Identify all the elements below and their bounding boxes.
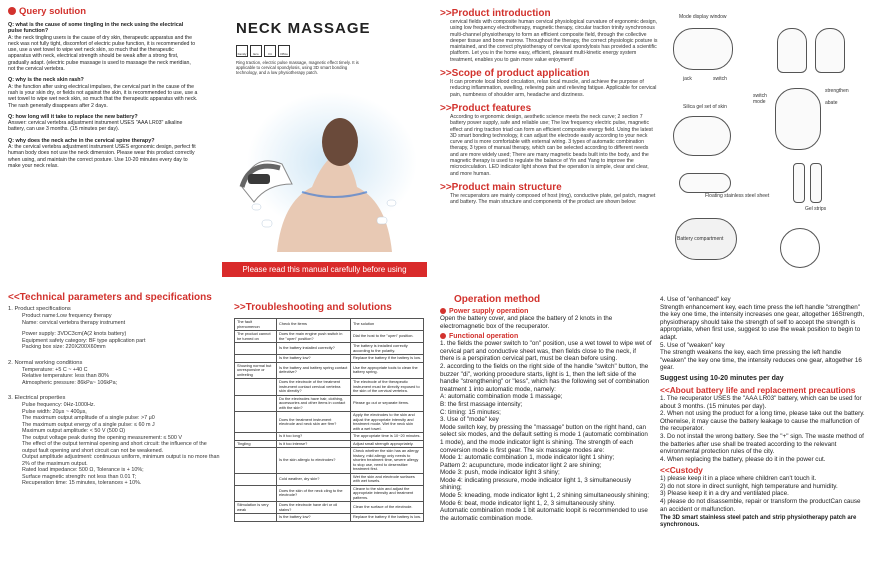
silica-gel-drawing xyxy=(673,116,731,156)
trouble-cell: Please go out or separate items. xyxy=(351,395,424,412)
trouble-cell: Adjust small strength appropriately. xyxy=(351,440,424,448)
tech-param: The maximum output energy of a single pulse: ≤ 60 m J xyxy=(22,421,155,428)
tech-param: The output voltage peak during the opening measurement: ≤ 500 V xyxy=(22,434,182,441)
tech-s3-list xyxy=(8,402,220,487)
cable-drawing xyxy=(780,228,820,268)
cover-description: Ring traction, electric pulse massage, magnetic effect timely. It is applicable to cervical spondylosis, using 3D smart bonding technology, and a low physiotherapy patch. xyxy=(236,60,359,75)
trouble-cell: Is the battery installed correctly? xyxy=(277,343,351,355)
tech-param: Rated load impedance: 500 Ω, Tolerance is + 10%; xyxy=(22,467,144,473)
trouble-cell: Does the electrode have dirt or oil stains? xyxy=(277,502,351,514)
red-dot-icon xyxy=(8,7,16,15)
operation-step: Mode 6: beat, mode indicator light 1, 2, 3 simultaneously shiny. xyxy=(440,499,616,507)
trouble-header-cell: The solution xyxy=(351,319,424,331)
trouble-cell: Replace the battery if the battery is low. xyxy=(351,514,424,522)
query-question: Q: why is the neck skin rash? xyxy=(8,77,84,84)
label-switch: switch xyxy=(713,76,727,82)
tech-param: The effect of the output terminal opening and short circuit: the influence of the output fault opening and short circuit can not be weakened. xyxy=(22,441,207,454)
tech-s1-title: 1. Product specifications xyxy=(8,306,71,312)
tech-param: Atmospheric pressure: 86kPa~ 106kPa; xyxy=(22,379,118,386)
tech-param: Packing box size: 220X200X60mm xyxy=(22,344,106,350)
trouble-cell: Clean the surface of the electrode. xyxy=(351,502,424,514)
query-question: Q: why does the neck ache in the cervical spine therapy? xyxy=(8,137,155,144)
query-panel xyxy=(8,6,198,286)
trouble-cell: Wet the skin and electrode surfaces with wet towels. xyxy=(351,473,424,485)
tech-param: Recuperation time: 15 minutes, tolerances + 10%. xyxy=(22,480,142,486)
operation-step: Automatic combination mode 1 bit automatic loopit is recommended to use the automatic combination mode. xyxy=(440,507,648,522)
features-title: >>Product features xyxy=(440,102,532,114)
label-silica-gel: Silica gel set of skin xyxy=(683,104,727,110)
table-row xyxy=(235,448,424,474)
trouble-cell: Is the battery low? xyxy=(277,514,351,522)
trouble-cell xyxy=(235,433,277,441)
label-battery-comp: Battery compartment xyxy=(677,236,724,242)
trouble-cell xyxy=(235,412,277,433)
query-answer: A: the function after using electrical impulses, the cervical part in the cause of the rash is your skin dry, or fields not against the skin, it is recommended to use, use a wet towel to wipe wet neck skin, so much that the therapeutic apparatus with neck. The rash generally disappears after 2 days. xyxy=(8,83,198,109)
key-usage-item: 4. Use of "enhanced" key xyxy=(660,296,731,303)
key-usage-item: Strength enhancement key, each time press the left handle "strengthen" the key one time, the intensity increases one gear, altogether 16Strength, physiotherapy should take the strength of self to accept the strength is appropriate, when first use, suggest to use the weak position to begin to adapt. xyxy=(660,303,865,341)
tech-param: Relative temperature: less than 80% xyxy=(22,373,109,379)
trouble-cell: Replace the battery if the battery is low. xyxy=(351,355,424,363)
structure-diagram xyxy=(665,8,865,288)
trouble-header-cell: Check the items xyxy=(277,319,351,331)
cover-icons xyxy=(236,45,290,57)
tech-param: Equipment safety category: BF type application part xyxy=(22,337,146,344)
cover-icon-row xyxy=(236,45,427,57)
trouble-cell: Cleave to the skin and adjust the appropriate intensity and treatment patterns. xyxy=(351,485,424,502)
gel-strip-drawing-2 xyxy=(810,163,822,203)
custody-item: 2) do not store in direct sunlight, high temperature and humidity. xyxy=(660,482,838,490)
trouble-cell xyxy=(235,448,277,474)
steel-sheet-drawing xyxy=(679,173,731,193)
structure-title: >>Product main structure xyxy=(440,181,562,193)
label-jack: jack xyxy=(683,76,692,82)
footer-note: The 3D smart stainless steel patch and strip physiotherapy patch are synchronous. xyxy=(660,515,857,529)
function-operation-title: Functional operation xyxy=(440,333,652,340)
suggest-text: Suggest using 10-20 minutes per day xyxy=(660,374,784,382)
operation-step: B: the first massage intensity; xyxy=(440,400,523,408)
label-mode-display: Mode display window xyxy=(679,14,727,20)
intro-panel xyxy=(440,8,658,288)
tech-param: Product name:Low frequency therapy xyxy=(22,313,112,319)
tech-title: <<Technical parameters and specifications xyxy=(8,292,212,303)
host-display-drawing xyxy=(673,28,733,70)
trouble-header-cell: The fault phenomenon xyxy=(235,319,277,331)
trouble-cell: Stimulation is very weak xyxy=(235,502,277,514)
trouble-cell: Is the skin allergic to electrodes? xyxy=(277,448,351,474)
trouble-cell xyxy=(235,473,277,485)
cover-feature-icon: Eco xyxy=(250,45,262,57)
query-answer: A: the neck tingling users is the cause of dry skin, therapeutic apparatus and the neck was not fully tight, discomfort of electric pulse function, it is recommended to use, use a wet towel to wipe wet neck skin, so much that the therapeutic apparatus with neck, electrical strength should be weak after a strong first, gradually adapt. (electric pulse massage is used to massage the neck meridian, not the cervical vertebra. xyxy=(8,34,196,73)
trouble-cell xyxy=(235,379,277,396)
label-floating-steel: Floating stainless steel sheet xyxy=(705,193,770,199)
tech-param: Output amplitude adjustment: continuous uniform, minimum output is no more than 2% of the maximum output. xyxy=(22,454,220,467)
trouble-title: >>Troubleshooting and solutions xyxy=(234,302,392,313)
tech-s1-list xyxy=(8,313,220,351)
red-dot-icon xyxy=(440,333,446,339)
trouble-cell: Use the appropriate tools to clean the battery spring. xyxy=(351,362,424,379)
query-question: Q: what is the cause of some tingling in the neck using the electrical pulse function? xyxy=(8,22,184,35)
custody-title: <<Custody xyxy=(660,465,703,476)
cover-feature-icon: Family xyxy=(236,45,248,57)
trouble-cell xyxy=(235,485,277,502)
cover-feature-icon: Office xyxy=(278,45,290,57)
trouble-cell: Does the electrode of the treatment instrument contact cervical vertebra skin directly? xyxy=(277,379,351,396)
tech-param: Pulse width: 20μs ~ 400μs。 xyxy=(22,408,91,415)
neck-massager-illustration xyxy=(222,92,427,257)
control-handle-drawing xyxy=(775,88,821,150)
operation-step: Mode 3: push, mode indicator light 3 shiny; xyxy=(440,469,560,477)
trouble-cell: Dial the host to the "open" position. xyxy=(351,331,424,343)
query-list xyxy=(8,22,198,169)
battery-item: 3. Do not install the wrong battery. See the "+" sign. The waste method of the batteries after use shall be treated according to the relevant environmental protection rules of the city. xyxy=(660,432,864,456)
features-body: According to ergonomic design, aesthetic science meets the neck curve; 2 section 7 battery power supply, safe and reliable use; The low frequency electric pulse, magnetic effect and ring traction triad can form an efficient composite energy field. Using the latest 3D smart bonding technology, it can adjust the electrode easily according to your neck curve and is more comfortable with external wiring. 3 types of automatic combination therapy, 3 types of manual therapy, which can be selected according to different needs and are more widely used; There are many magnetic beads built into the body, and the magnetic therapy is used to regulate the balance of Yin and Yang to improve the microcirculation. LED indicator light shows that the operation is simple, clear and clear, and more human. xyxy=(450,113,653,177)
battery-item: 1. The recuperator USES the "AAA LR03" battery, which can be used for about 3 months. (15 minutes per day). xyxy=(660,394,862,410)
table-row xyxy=(235,343,424,355)
operation-step: Mode switch key, by pressing the "massage" button on the right hand, can select six modes, and the default setting is mode 1 (automatic combination 1 mode), and the mode indicator light is shining. The strength of each conversion mode is first gear. The six massage modes are: xyxy=(440,423,648,454)
scope-title: >>Scope of product application xyxy=(440,68,590,80)
key-usage-list xyxy=(660,296,866,372)
tech-s2-list xyxy=(8,367,220,387)
operation-step: Mode 1: automatic combination 1, mode indicator light 1 shiny; xyxy=(440,454,615,462)
trouble-cell: Apply the electrodes to the skin and adjust the appropriate intensity and treatment mode. Wet the neck skin with a wet towel. xyxy=(351,412,424,433)
trouble-cell: Does the treatment instrument electrode and neck skin are firm? xyxy=(277,412,351,433)
right-panel xyxy=(660,296,866,570)
scope-body: It can promote local blood circulation, relax local muscle, and achieve the purpose of reducing inflammation, swelling, relieving pain and relieving fatigue. Applicable for cervical pain, numbness of shoulder arm, headache and dizziness. xyxy=(450,79,657,98)
cover-title: NECK MASSAGE xyxy=(236,20,371,37)
structure-body: The recuperators are mainly composed of host (ring), conductive plate, gel patch, magnet and battery. The main structure and components of the product are shown below: xyxy=(450,192,656,206)
trouble-cell: Is the battery and battery spring contact defective? xyxy=(277,362,351,379)
battery-title: <<About battery life and replacement precautions xyxy=(660,384,856,395)
table-row xyxy=(235,395,424,412)
tech-param: Temperature: +5 C ~ +40 C xyxy=(22,366,88,373)
trouble-cell: The appropriate time is 10~20 minutes. xyxy=(351,433,424,441)
query-answer: Answer: cervical vertebra adjustment instrument USES "AAA LR03" alkaline battery, can use 3 months. (15 minutes per day). xyxy=(8,120,183,133)
intro-title: >>Product introduction xyxy=(440,8,551,19)
table-row xyxy=(235,362,424,379)
table-row xyxy=(235,379,424,396)
operation-step: C: timing: 15 minutes; xyxy=(440,408,501,416)
operation-panel xyxy=(440,294,652,570)
trouble-cell xyxy=(235,514,277,522)
operation-step: Mode 5: kneading, mode indicator light 1, 2 shining simultaneously shining; xyxy=(440,492,649,500)
custody-item: 3) Please keep it in a dry and ventilated place. xyxy=(660,490,789,498)
table-row xyxy=(235,485,424,502)
trouble-cell: The product cannot be turned on xyxy=(235,331,277,343)
host-handle-drawing-2 xyxy=(815,28,845,73)
gel-strip-drawing xyxy=(793,163,805,203)
table-row xyxy=(235,514,424,522)
trouble-cell: Is it too intense? xyxy=(277,440,351,448)
cover-banner: Please read this manual carefully before using xyxy=(222,262,427,277)
red-dot-icon xyxy=(440,308,446,314)
trouble-cell: Is the battery low? xyxy=(277,355,351,363)
power-supply-title: Power supply operation xyxy=(440,308,652,315)
trouble-cell: Does the main engine push switch in the "open" position? xyxy=(277,331,351,343)
key-usage-item: 5. Use of "weaken" key xyxy=(660,341,725,349)
tech-param: Surface magnetic strength: not less than 0.01 T; xyxy=(22,473,137,480)
tech-s2-title: 2. Normal working conditions xyxy=(8,359,83,366)
operation-step: 3. Use of "mode" key xyxy=(440,416,499,424)
label-gel-strips: Gel strips xyxy=(805,206,827,212)
operation-step: Mode 4: indicating pressure, mode indicator light 1, 3 simultaneously shining; xyxy=(440,476,632,492)
trouble-cell: Cold weather, dry skin? xyxy=(277,473,351,485)
tech-panel xyxy=(8,292,220,570)
table-row xyxy=(235,433,424,441)
operation-title: Operation method xyxy=(454,294,541,305)
table-row xyxy=(235,412,424,433)
trouble-cell: Showing normal but unresponsive or unfeeling xyxy=(235,362,277,379)
tech-param: Power supply: 3VDC3cm(A(2 knots battery) xyxy=(22,331,127,337)
tech-param: Name: cervical vertebra therapy instrument xyxy=(22,319,126,326)
battery-item: 4. When replacing the battery, please do it in the power cut. xyxy=(660,455,826,463)
host-handle-drawing xyxy=(777,28,807,73)
trouble-cell: The electrode of the therapeutic instrument must be directly exposed to the skin of the cervical vertebra. xyxy=(351,379,424,396)
trouble-cell: Does the skin of the neck cling to the electrode? xyxy=(277,485,351,502)
trouble-cell xyxy=(235,355,277,363)
table-row xyxy=(235,355,424,363)
cover-panel xyxy=(222,20,427,282)
table-row xyxy=(235,440,424,448)
trouble-panel xyxy=(234,302,424,570)
trouble-cell: Tingling xyxy=(235,440,277,448)
power-supply-body: Open the battery cover, and place the battery of 2 knots in the electromagnetic box of the recuperator. xyxy=(440,315,613,330)
battery-item: 2. When not using the product for a long time, please take out the battery. Otherwise, it may cause the battery leakage to cause the malfunction of the recuperator. xyxy=(660,410,865,433)
label-strengthen: strengthen xyxy=(825,88,849,94)
trouble-table-header xyxy=(235,319,424,331)
operation-step: 2. according to the fields on the right side of the handle "switch" button, the buzzer "di", working procedure starts, light is 1, then the left side of the handle "strengthening" or "less", which has the following set of combination treatment 1 into automatic mode, namely: xyxy=(440,362,650,393)
trouble-table xyxy=(234,318,424,522)
trouble-cell: Check whether the skin has an allergy history, mild allergy only needs to shorten treatment time, severe allergy to stop use, need to desensitize treatment first. xyxy=(351,448,424,474)
table-row xyxy=(235,473,424,485)
custody-item: 1) please keep it in a place where children can't touch it. xyxy=(660,475,817,483)
trouble-cell: Do the electrodes have hair, clothing, accessories and other items in contact with the skin? xyxy=(277,395,351,412)
function-operation-list xyxy=(440,340,652,522)
label-switch-mode: switch mode xyxy=(753,93,767,105)
trouble-cell: The battery is installed correctly according to the polarity. xyxy=(351,343,424,355)
tech-s3-title: 3. Electrical properties xyxy=(8,395,66,401)
query-answer: A: the cervical vertebra adjustment instrument USES ergonomic design, perfect fit human body does not use the neck dimension. Please wear this product correctly when using, and maintain the correct posture. Use 10-20 minutes every day to make your neck relax. xyxy=(8,144,196,169)
key-usage-item: The strength weakens the key, each time pressing the left handle "weaken" the key one time, the intensity reduces one gear, altogether 16 gear. xyxy=(660,349,862,372)
query-question: Q: how long will it take to replace the new battery? xyxy=(8,113,138,120)
tech-param: The maximum output amplitude of a single pulse: >7 μ0 xyxy=(22,415,155,421)
custody-item: 4) please do not disassemble, repair or transform the productCan cause an accident or malfunction. xyxy=(660,498,861,513)
trouble-table-body xyxy=(235,331,424,522)
intro-body: cervical fields with composite human cervical physiological curvature of ergonomic design, using low frequency electrotherapy, magnetic therapy, circular traction trinity synchronous multi-channel physiotherapy to form an efficient composite field, through the collective deeper tissue and bone marrow. Throughout the therapy, the correct physiologic posture is maintained, and the correct physiotherapy of cervical spondylosis has provided a scientific platform. Let you in the home easy, efficient, pleasant multi-kinetic energy system treatment, enables you to gain more value enjoyment! xyxy=(450,19,658,63)
trouble-cell xyxy=(235,343,277,355)
operation-step: A: automatic combination mode 1 massage; xyxy=(440,393,563,401)
operation-step: Pattern 2: acupuncture, mode indicator light 2 are shining; xyxy=(440,461,602,469)
tech-param: Maximum output amplitude: < 50 V (500 Ω) xyxy=(22,428,126,434)
query-title: Query solution xyxy=(8,6,198,17)
operation-step: 1. the fields the power switch to "on" position, use a wet towel to wipe wet of cervical part and conductive sheet was, then fields close to the neck, if there is a perspiration cervical part, must be clean before using. xyxy=(440,340,652,363)
cover-feature-icon: Fit xyxy=(264,45,276,57)
table-row xyxy=(235,502,424,514)
table-row xyxy=(235,331,424,343)
trouble-cell xyxy=(235,395,277,412)
label-abate: abate xyxy=(825,100,838,106)
tech-param: Pulse frequency: 0Hz-1000Hz. xyxy=(22,402,96,408)
trouble-cell: Is it too long? xyxy=(277,433,351,441)
custody-list xyxy=(660,475,866,513)
battery-list xyxy=(660,395,866,463)
